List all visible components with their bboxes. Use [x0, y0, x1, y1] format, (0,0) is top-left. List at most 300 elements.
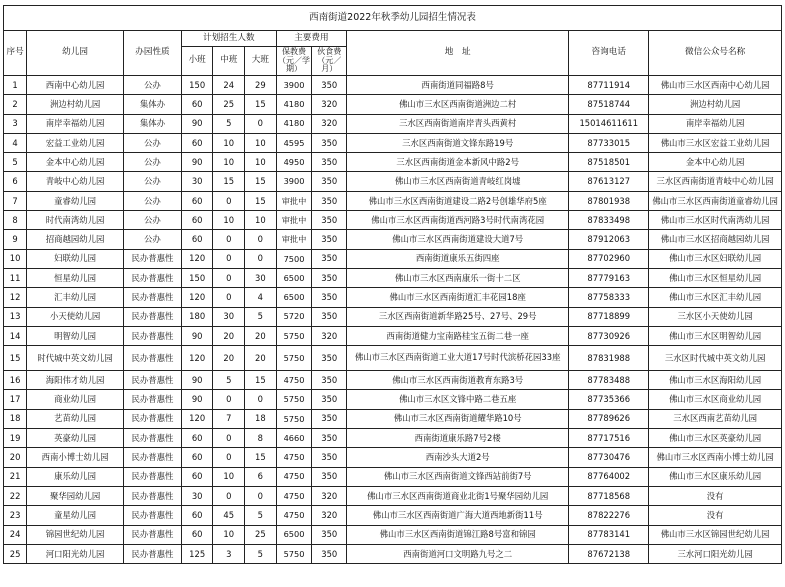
cell-meal-fee: 350 [312, 153, 347, 172]
table-row [4, 76, 782, 95]
cell-address: 佛山市三水区西南街道教育东路3号 [347, 371, 569, 390]
cell-phone: 87702960 [569, 249, 649, 268]
cell-phone: 87789626 [569, 409, 649, 428]
cell-small: 30 [181, 172, 213, 191]
cell-small: 180 [181, 307, 213, 326]
cell-meal-fee: 350 [312, 133, 347, 152]
header-nature: 办园性质 [124, 31, 182, 76]
table-title: 西南街道2022年秋季幼儿园招生情况表 [4, 6, 782, 31]
cell-care-fee: 4750 [276, 448, 312, 467]
cell-phone: 87801938 [569, 191, 649, 210]
cell-wechat: 佛山市三水区汇丰幼儿园 [649, 288, 782, 307]
table-row [4, 153, 782, 172]
cell-index: 7 [4, 191, 27, 210]
cell-small: 90 [181, 326, 213, 345]
cell-wechat: 洲边村幼儿园 [649, 95, 782, 114]
cell-middle: 0 [213, 191, 245, 210]
cell-middle: 0 [213, 486, 245, 505]
cell-index: 23 [4, 506, 27, 525]
cell-phone: 87822276 [569, 506, 649, 525]
cell-address: 佛山市三水区西南康乐一街十二区 [347, 268, 569, 287]
cell-care-fee: 5750 [276, 326, 312, 345]
cell-address: 西南街道同福路8号 [347, 76, 569, 95]
cell-big: 15 [245, 371, 277, 390]
cell-address: 三水区西南街道金本新风中路2号 [347, 153, 569, 172]
cell-address: 佛山市三水区西南街道建设二路2号创雄华府5座 [347, 191, 569, 210]
cell-phone: 87833498 [569, 211, 649, 230]
cell-small: 60 [181, 133, 213, 152]
cell-index: 18 [4, 409, 27, 428]
cell-nature: 民办普惠性 [124, 326, 182, 345]
cell-address: 佛山市三水区西南街道西河路3号时代南湾花园 [347, 211, 569, 230]
cell-small: 90 [181, 114, 213, 133]
cell-big: 0 [245, 114, 277, 133]
cell-address: 佛山市三水区西南街道洲边二村 [347, 95, 569, 114]
cell-big: 10 [245, 133, 277, 152]
cell-wechat: 佛山市三水区招商越园幼儿园 [649, 230, 782, 249]
cell-phone: 87730926 [569, 326, 649, 345]
cell-care-fee: 5750 [276, 409, 312, 428]
cell-middle: 7 [213, 409, 245, 428]
cell-index: 6 [4, 172, 27, 191]
cell-meal-fee: 350 [312, 346, 347, 371]
cell-nature: 民办普惠性 [124, 268, 182, 287]
cell-name: 汇丰幼儿园 [27, 288, 124, 307]
cell-index: 24 [4, 525, 27, 544]
cell-big: 8 [245, 429, 277, 448]
cell-small: 60 [181, 448, 213, 467]
cell-small: 150 [181, 76, 213, 95]
table-row [4, 390, 782, 409]
cell-wechat: 佛山市三水区西南街道童睿幼儿园 [649, 191, 782, 210]
table-row [4, 544, 782, 563]
table-row [4, 249, 782, 268]
cell-middle: 0 [213, 448, 245, 467]
table-row [4, 268, 782, 287]
cell-wechat: 佛山市三水区英豪幼儿园 [649, 429, 782, 448]
header-address: 地 址 [347, 31, 569, 76]
table-row [4, 288, 782, 307]
cell-big: 15 [245, 172, 277, 191]
cell-nature: 民办普惠性 [124, 429, 182, 448]
table-row [4, 448, 782, 467]
cell-name: 西南中心幼儿园 [27, 76, 124, 95]
cell-small: 60 [181, 211, 213, 230]
cell-care-fee: 4660 [276, 429, 312, 448]
cell-phone: 87672138 [569, 544, 649, 563]
cell-wechat: 三水区时代城中英文幼儿园 [649, 346, 782, 371]
header-middle: 中班 [213, 47, 245, 76]
cell-index: 11 [4, 268, 27, 287]
cell-wechat: 佛山市三水区西南小博士幼儿园 [649, 448, 782, 467]
cell-address: 佛山市三水区西南街道建设大道7号 [347, 230, 569, 249]
cell-name: 金本中心幼儿园 [27, 153, 124, 172]
cell-small: 150 [181, 268, 213, 287]
cell-big: 20 [245, 346, 277, 371]
cell-index: 9 [4, 230, 27, 249]
cell-meal-fee: 350 [312, 172, 347, 191]
cell-middle: 30 [213, 307, 245, 326]
cell-care-fee: 5720 [276, 307, 312, 326]
cell-wechat: 南岸幸福幼儿园 [649, 114, 782, 133]
cell-care-fee: 4750 [276, 371, 312, 390]
cell-nature: 民办普惠性 [124, 486, 182, 505]
cell-name: 明智幼儿园 [27, 326, 124, 345]
cell-meal-fee: 350 [312, 467, 347, 486]
cell-middle: 20 [213, 326, 245, 345]
cell-small: 60 [181, 467, 213, 486]
cell-care-fee: 7500 [276, 249, 312, 268]
cell-wechat: 三水区西南街道青岐中心幼儿园 [649, 172, 782, 191]
table-row [4, 307, 782, 326]
table-row [4, 191, 782, 210]
header-big: 大班 [245, 47, 277, 76]
table-row [4, 429, 782, 448]
cell-name: 童星幼儿园 [27, 506, 124, 525]
cell-big: 15 [245, 448, 277, 467]
cell-name: 西南小博士幼儿园 [27, 448, 124, 467]
cell-small: 60 [181, 429, 213, 448]
cell-care-fee: 3900 [276, 76, 312, 95]
cell-meal-fee: 350 [312, 390, 347, 409]
cell-care-fee: 4750 [276, 467, 312, 486]
cell-name: 锦园世纪幼儿园 [27, 525, 124, 544]
cell-index: 8 [4, 211, 27, 230]
cell-small: 60 [181, 191, 213, 210]
cell-meal-fee: 350 [312, 371, 347, 390]
cell-big: 5 [245, 544, 277, 563]
cell-name: 艺苗幼儿园 [27, 409, 124, 428]
cell-big: 30 [245, 268, 277, 287]
cell-index: 10 [4, 249, 27, 268]
cell-care-fee: 5750 [276, 346, 312, 371]
table-row [4, 409, 782, 428]
cell-wechat: 佛山市三水区明智幼儿园 [649, 326, 782, 345]
cell-big: 15 [245, 191, 277, 210]
cell-wechat: 佛山市三水区时代南湾幼儿园 [649, 211, 782, 230]
cell-nature: 民办普惠性 [124, 346, 182, 371]
cell-meal-fee: 350 [312, 230, 347, 249]
cell-middle: 0 [213, 268, 245, 287]
cell-middle: 0 [213, 429, 245, 448]
cell-index: 25 [4, 544, 27, 563]
cell-nature: 民办普惠性 [124, 249, 182, 268]
cell-big: 6 [245, 467, 277, 486]
cell-address: 西南街道康乐路7号2楼 [347, 429, 569, 448]
cell-middle: 10 [213, 467, 245, 486]
cell-small: 125 [181, 544, 213, 563]
cell-care-fee: 审批中 [276, 191, 312, 210]
cell-meal-fee: 320 [312, 95, 347, 114]
cell-phone: 87735366 [569, 390, 649, 409]
table-row [4, 211, 782, 230]
table-row [4, 371, 782, 390]
cell-small: 60 [181, 95, 213, 114]
cell-nature: 公办 [124, 211, 182, 230]
cell-address: 佛山市三水区西南街道广海大道西地新街11号 [347, 506, 569, 525]
header-name: 幼儿园 [27, 31, 124, 76]
cell-care-fee: 4950 [276, 153, 312, 172]
cell-care-fee: 4180 [276, 114, 312, 133]
cell-meal-fee: 350 [312, 211, 347, 230]
cell-name: 时代城中英文幼儿园 [27, 346, 124, 371]
cell-phone: 87783141 [569, 525, 649, 544]
cell-nature: 公办 [124, 76, 182, 95]
cell-nature: 集体办 [124, 95, 182, 114]
cell-wechat: 三水区西南艺苗幼儿园 [649, 409, 782, 428]
cell-big: 0 [245, 230, 277, 249]
cell-index: 14 [4, 326, 27, 345]
cell-name: 洲边村幼儿园 [27, 95, 124, 114]
cell-big: 18 [245, 409, 277, 428]
cell-phone: 87718568 [569, 486, 649, 505]
cell-address: 佛山市三水区西南街道锦江路8号富和锦园 [347, 525, 569, 544]
table-row [4, 486, 782, 505]
cell-name: 英豪幼儿园 [27, 429, 124, 448]
cell-big: 5 [245, 506, 277, 525]
cell-meal-fee: 350 [312, 307, 347, 326]
cell-name: 河口阳光幼儿园 [27, 544, 124, 563]
cell-phone: 87613127 [569, 172, 649, 191]
cell-nature: 民办普惠性 [124, 409, 182, 428]
cell-nature: 公办 [124, 172, 182, 191]
cell-care-fee: 4595 [276, 133, 312, 152]
cell-middle: 0 [213, 288, 245, 307]
cell-index: 17 [4, 390, 27, 409]
cell-name: 妇联幼儿园 [27, 249, 124, 268]
cell-care-fee: 6500 [276, 525, 312, 544]
cell-big: 29 [245, 76, 277, 95]
cell-big: 4 [245, 288, 277, 307]
enrollment-table [3, 5, 782, 564]
cell-wechat: 佛山市三水区康乐幼儿园 [649, 467, 782, 486]
table-row [4, 525, 782, 544]
cell-phone: 87518501 [569, 153, 649, 172]
cell-wechat: 佛山市三水区锦园世纪幼儿园 [649, 525, 782, 544]
cell-name: 青岐中心幼儿园 [27, 172, 124, 191]
table-row [4, 172, 782, 191]
cell-phone: 87733015 [569, 133, 649, 152]
cell-nature: 民办普惠性 [124, 371, 182, 390]
cell-index: 12 [4, 288, 27, 307]
cell-index: 3 [4, 114, 27, 133]
cell-small: 90 [181, 371, 213, 390]
cell-wechat: 金本中心幼儿园 [649, 153, 782, 172]
cell-small: 120 [181, 249, 213, 268]
cell-phone: 87717516 [569, 429, 649, 448]
cell-middle: 5 [213, 114, 245, 133]
cell-index: 15 [4, 346, 27, 371]
table-row [4, 230, 782, 249]
cell-small: 90 [181, 153, 213, 172]
table-row [4, 133, 782, 152]
cell-meal-fee: 320 [312, 486, 347, 505]
cell-big: 0 [245, 249, 277, 268]
cell-middle: 0 [213, 230, 245, 249]
cell-phone: 87783488 [569, 371, 649, 390]
cell-care-fee: 审批中 [276, 230, 312, 249]
cell-address: 三水区西南街道南岸青头西黄村 [347, 114, 569, 133]
cell-care-fee: 审批中 [276, 211, 312, 230]
cell-address: 佛山市三水区西南街道耀华路10号 [347, 409, 569, 428]
cell-meal-fee: 320 [312, 114, 347, 133]
cell-phone: 87912063 [569, 230, 649, 249]
cell-address: 佛山市三水区西南街道文锋西站前街7号 [347, 467, 569, 486]
cell-care-fee: 4750 [276, 506, 312, 525]
cell-name: 海阳伟才幼儿园 [27, 371, 124, 390]
cell-nature: 民办普惠性 [124, 525, 182, 544]
cell-nature: 民办普惠性 [124, 467, 182, 486]
table-row [4, 346, 782, 371]
cell-name: 童睿幼儿园 [27, 191, 124, 210]
cell-phone: 87711914 [569, 76, 649, 95]
cell-wechat: 佛山市三水区恒星幼儿园 [649, 268, 782, 287]
cell-index: 2 [4, 95, 27, 114]
cell-nature: 民办普惠性 [124, 544, 182, 563]
cell-name: 聚华园幼儿园 [27, 486, 124, 505]
cell-nature: 民办普惠性 [124, 307, 182, 326]
cell-meal-fee: 350 [312, 191, 347, 210]
cell-phone: 15014611611 [569, 114, 649, 133]
cell-name: 康乐幼儿园 [27, 467, 124, 486]
cell-small: 90 [181, 390, 213, 409]
cell-phone: 87779163 [569, 268, 649, 287]
cell-meal-fee: 350 [312, 409, 347, 428]
cell-middle: 25 [213, 95, 245, 114]
cell-small: 120 [181, 288, 213, 307]
cell-middle: 24 [213, 76, 245, 95]
table-row [4, 467, 782, 486]
cell-care-fee: 4750 [276, 486, 312, 505]
table-body [4, 76, 782, 564]
cell-address: 西南街道康乐五街四座 [347, 249, 569, 268]
cell-small: 60 [181, 525, 213, 544]
cell-meal-fee: 350 [312, 525, 347, 544]
header-care-fee: 保教费（元／学期） [276, 47, 312, 76]
cell-index: 22 [4, 486, 27, 505]
cell-address: 三水区西南街道新华路25号、27号、29号 [347, 307, 569, 326]
cell-wechat: 三水河口阳光幼儿园 [649, 544, 782, 563]
cell-small: 120 [181, 409, 213, 428]
cell-nature: 公办 [124, 230, 182, 249]
cell-meal-fee: 350 [312, 76, 347, 95]
cell-meal-fee: 320 [312, 506, 347, 525]
cell-care-fee: 6500 [276, 268, 312, 287]
table-row [4, 95, 782, 114]
cell-big: 5 [245, 307, 277, 326]
cell-meal-fee: 350 [312, 268, 347, 287]
cell-phone: 87831988 [569, 346, 649, 371]
cell-small: 120 [181, 346, 213, 371]
cell-small: 60 [181, 230, 213, 249]
cell-wechat: 佛山市三水区西南中心幼儿园 [649, 76, 782, 95]
cell-middle: 5 [213, 371, 245, 390]
cell-phone: 87758333 [569, 288, 649, 307]
cell-big: 0 [245, 390, 277, 409]
cell-nature: 公办 [124, 191, 182, 210]
cell-middle: 0 [213, 249, 245, 268]
cell-meal-fee: 320 [312, 326, 347, 345]
cell-nature: 民办普惠性 [124, 288, 182, 307]
cell-middle: 20 [213, 346, 245, 371]
cell-meal-fee: 350 [312, 288, 347, 307]
header-index: 序号 [4, 31, 27, 76]
header-fees: 主要费用 [276, 31, 347, 47]
cell-wechat: 佛山市三水区宏益工业幼儿园 [649, 133, 782, 152]
header-phone: 咨询电话 [569, 31, 649, 76]
header-wechat: 微信公众号名称 [649, 31, 782, 76]
cell-index: 19 [4, 429, 27, 448]
table-row [4, 506, 782, 525]
cell-name: 南岸幸福幼儿园 [27, 114, 124, 133]
cell-index: 16 [4, 371, 27, 390]
cell-index: 4 [4, 133, 27, 152]
cell-phone: 87718899 [569, 307, 649, 326]
cell-wechat: 佛山市三水区海阳幼儿园 [649, 371, 782, 390]
cell-name: 宏益工业幼儿园 [27, 133, 124, 152]
cell-name: 时代南湾幼儿园 [27, 211, 124, 230]
cell-phone: 87764002 [569, 467, 649, 486]
cell-phone: 87730476 [569, 448, 649, 467]
cell-meal-fee: 350 [312, 249, 347, 268]
cell-middle: 3 [213, 544, 245, 563]
cell-middle: 10 [213, 525, 245, 544]
cell-small: 30 [181, 486, 213, 505]
cell-middle: 45 [213, 506, 245, 525]
cell-address: 三水区西南街道文锋东路19号 [347, 133, 569, 152]
cell-small: 60 [181, 506, 213, 525]
cell-nature: 集体办 [124, 114, 182, 133]
cell-index: 1 [4, 76, 27, 95]
cell-index: 13 [4, 307, 27, 326]
cell-nature: 民办普惠性 [124, 506, 182, 525]
cell-big: 0 [245, 486, 277, 505]
header-small: 小班 [181, 47, 213, 76]
cell-address: 佛山市三水区西南街道工业大道17号时代滨桥花园33座 [347, 346, 569, 371]
cell-wechat: 没有 [649, 486, 782, 505]
cell-address: 佛山市三水区西南街道青岐红岗墟 [347, 172, 569, 191]
header-meal-fee: 伙食费（元／月） [312, 47, 347, 76]
cell-wechat: 三水区小天使幼儿园 [649, 307, 782, 326]
cell-address: 西南街道健力宝南路桂宝五街二巷一座 [347, 326, 569, 345]
cell-meal-fee: 350 [312, 429, 347, 448]
cell-name: 恒星幼儿园 [27, 268, 124, 287]
cell-big: 25 [245, 525, 277, 544]
cell-care-fee: 5750 [276, 390, 312, 409]
cell-care-fee: 6500 [276, 288, 312, 307]
cell-address: 西南沙头大道2号 [347, 448, 569, 467]
cell-index: 20 [4, 448, 27, 467]
cell-address: 佛山市三水区西南街道商业北街1号聚华园幼儿园 [347, 486, 569, 505]
cell-big: 20 [245, 326, 277, 345]
cell-name: 小天使幼儿园 [27, 307, 124, 326]
cell-middle: 10 [213, 153, 245, 172]
cell-nature: 民办普惠性 [124, 448, 182, 467]
cell-meal-fee: 350 [312, 448, 347, 467]
cell-care-fee: 3900 [276, 172, 312, 191]
cell-address: 佛山市三水区文锋中路二巷五座 [347, 390, 569, 409]
cell-index: 21 [4, 467, 27, 486]
cell-nature: 民办普惠性 [124, 390, 182, 409]
table-row [4, 114, 782, 133]
cell-big: 10 [245, 153, 277, 172]
cell-nature: 公办 [124, 153, 182, 172]
cell-name: 商业幼儿园 [27, 390, 124, 409]
cell-address: 西南街道河口文明路九号之二 [347, 544, 569, 563]
cell-middle: 0 [213, 390, 245, 409]
cell-index: 5 [4, 153, 27, 172]
cell-big: 10 [245, 211, 277, 230]
